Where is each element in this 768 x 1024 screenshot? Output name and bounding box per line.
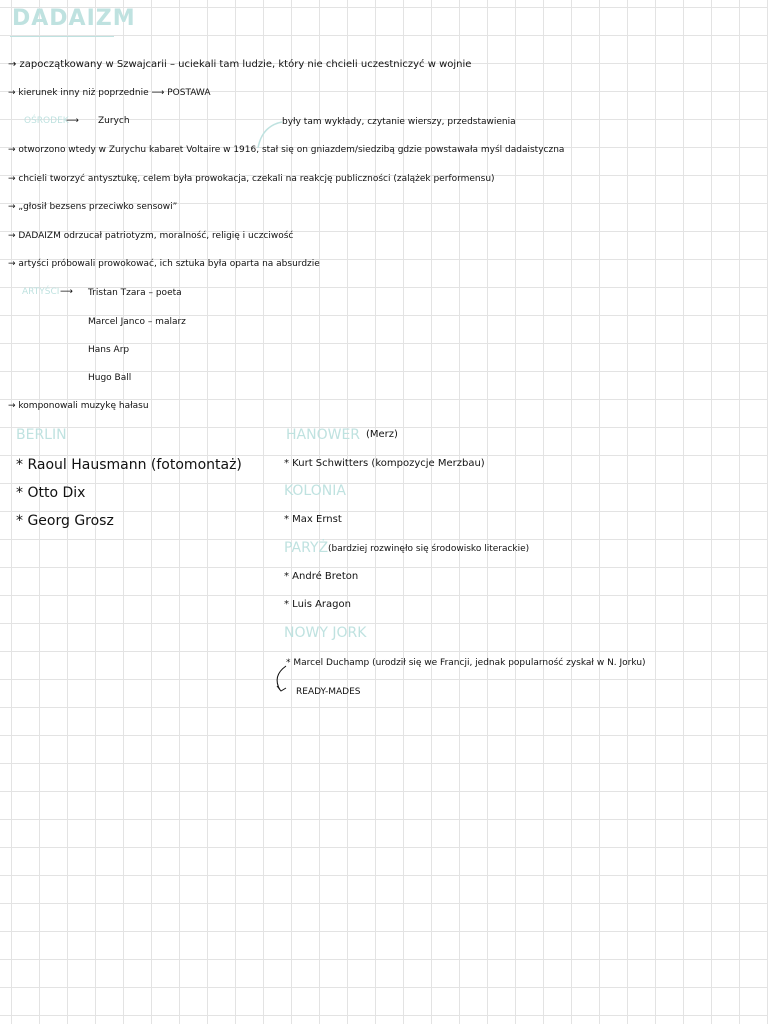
paryz-label: PARYŻ <box>284 540 329 556</box>
berlin-label: BERLIN <box>16 427 67 443</box>
osrodek-city: Zurych <box>98 116 130 126</box>
note-line-7: → artyści próbowali prowokować, ich sztuka była oparta na absurdzie <box>8 259 320 269</box>
paryz-item-1: * André Breton <box>284 571 359 582</box>
artist-name-3: Hans Arp <box>88 345 130 355</box>
osrodek-label: OŚRODEK <box>24 116 69 126</box>
kolonia-item-1: * Max Ernst <box>284 514 342 525</box>
berlin-item-3: * Georg Grosz <box>16 513 114 529</box>
nowy-jork-item-1: * Marcel Duchamp (urodził się we Francji, jednak popularność zyskał w N. Jorku) <box>286 658 646 668</box>
note-line-3: → otworzono wtedy w Zurychu kabaret Voltaire w 1916, stał się on gniazdem/siedzibą gdzie powstawała myśl dadaistyczna <box>8 145 565 155</box>
paryz-note: (bardziej rozwinęło się środowisko literackie) <box>328 544 530 554</box>
kolonia-label: KOLONIA <box>284 483 346 499</box>
hanower-label: HANOWER <box>286 427 361 443</box>
nowy-jork-label: NOWY JORK <box>284 625 367 641</box>
hanower-item-1: * Kurt Schwitters (kompozycje Merzbau) <box>284 458 485 469</box>
artist-name-1: Tristan Tzara – poeta <box>88 288 182 298</box>
osrodek-arrow: ⟶ <box>66 116 79 126</box>
ready-mades-label: READY-MADES <box>296 687 361 697</box>
hanower-note: (Merz) <box>366 429 398 440</box>
artysci-label: ARTYŚCI <box>22 287 60 297</box>
note-line-8: → komponowali muzykę hałasu <box>8 401 149 411</box>
note-line-6: → DADAIZM odrzucał patriotyzm, moralność, religię i uczciwość <box>8 231 294 241</box>
note-line-2: → kierunek inny niż poprzednie ⟶ POSTAWA <box>8 88 211 98</box>
note-line-1: → zapoczątkowany w Szwajcarii – uciekali tam ludzie, który nie chcieli uczestniczyć w wojnie <box>8 59 472 70</box>
note-line-5: → „głosił bezsens przeciwko sensowi” <box>8 202 178 212</box>
berlin-item-1: * Raoul Hausmann (fotomontaż) <box>16 457 242 473</box>
osrodek-note: były tam wykłady, czytanie wierszy, przedstawienia <box>282 117 516 127</box>
note-line-4: → chcieli tworzyć antysztukę, celem była prowokacja, czekali na reakcję publiczności (zalążek performensu) <box>8 174 495 184</box>
artist-name-2: Marcel Janco – malarz <box>88 317 186 327</box>
berlin-item-2: * Otto Dix <box>16 485 86 501</box>
artist-name-4: Hugo Ball <box>88 373 132 383</box>
paryz-item-2: * Luis Aragon <box>284 599 351 610</box>
artysci-arrow: ⟶ <box>60 287 73 297</box>
page-title: DADAIZM <box>12 6 136 31</box>
